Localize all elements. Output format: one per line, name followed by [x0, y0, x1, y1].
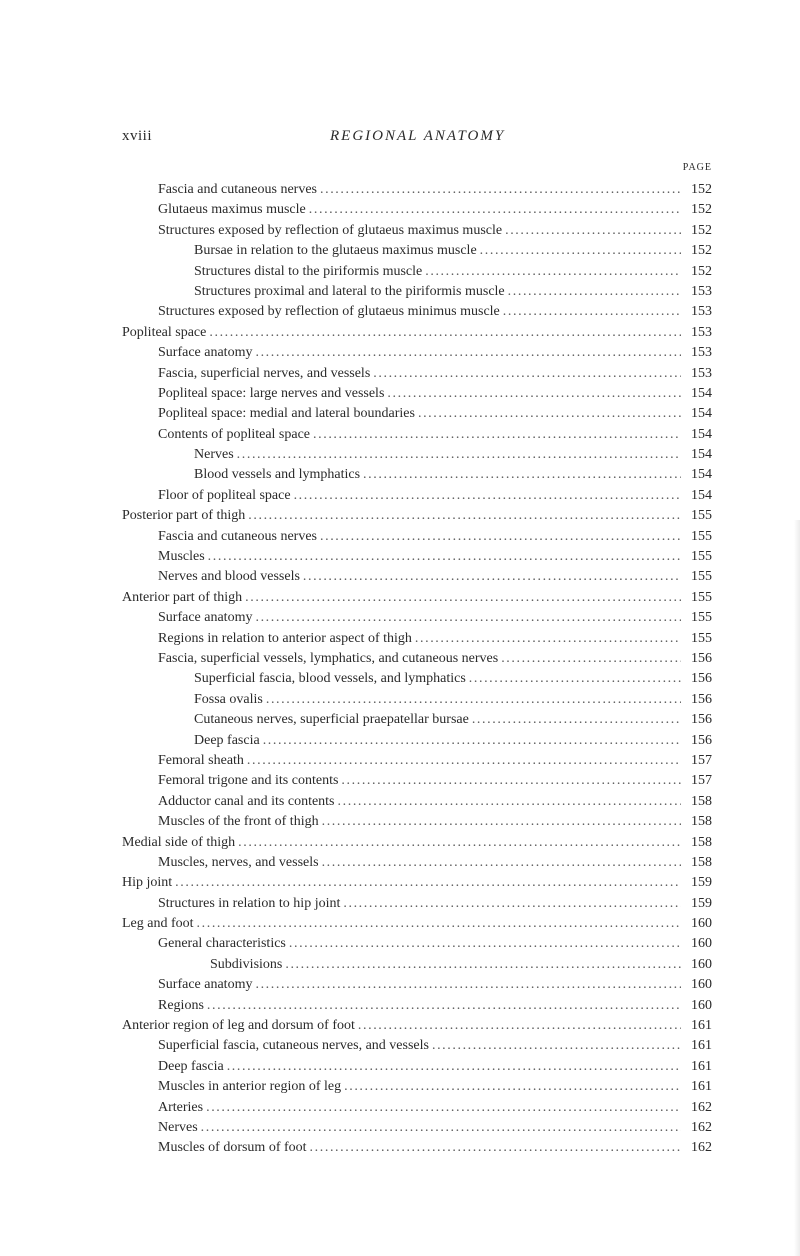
toc-entry [122, 792, 712, 812]
toc-entry-page: 156 [691, 712, 712, 728]
toc-entry-page: 154 [691, 385, 712, 401]
toc-entry-page: 154 [691, 467, 712, 483]
toc-entry [122, 975, 712, 995]
dot-leader [238, 833, 681, 853]
toc-entry-title: Muscles of the front of thigh [158, 814, 319, 830]
dot-leader [469, 669, 681, 689]
dot-leader [322, 812, 681, 832]
toc-entry [122, 180, 712, 200]
toc-entry-title: Surface anatomy [158, 610, 253, 626]
toc-entry [122, 873, 712, 893]
toc-entry [122, 200, 712, 220]
dot-leader [209, 323, 681, 343]
toc-entry-page: 155 [691, 528, 712, 544]
toc-entry-title: Femoral trigone and its contents [158, 773, 339, 789]
toc-entry [122, 262, 712, 282]
dot-leader [266, 690, 681, 710]
toc-entry-title: General characteristics [158, 936, 286, 952]
page-column-label: PAGE [682, 162, 712, 173]
toc-entry [122, 955, 712, 975]
toc-entry-page: 162 [691, 1140, 712, 1156]
toc-entry-page: 160 [691, 916, 712, 932]
page-edge-shadow [794, 520, 800, 1256]
toc-entry [122, 629, 712, 649]
page-number: xviii [122, 128, 153, 144]
toc-entry [122, 812, 712, 832]
toc-entry [122, 894, 712, 914]
toc-entry-page: 161 [691, 1079, 712, 1095]
running-title: REGIONAL ANATOMY [330, 128, 506, 144]
toc-entry-title: Femoral sheath [158, 752, 244, 768]
dot-leader [263, 731, 681, 751]
toc-entry-page: 161 [691, 1038, 712, 1054]
toc-entry [122, 1077, 712, 1097]
toc-entry-title: Structures in relation to hip joint [158, 895, 341, 911]
toc-entry [122, 547, 712, 567]
dot-leader [248, 506, 681, 526]
toc-entry [122, 751, 712, 771]
toc-entry-title: Posterior part of thigh [122, 508, 246, 524]
dot-leader [255, 608, 681, 628]
toc-entry-page: 155 [691, 508, 712, 524]
toc-entry-title: Nerves [194, 447, 234, 463]
dot-leader [415, 629, 681, 649]
dot-leader [472, 710, 681, 730]
dot-leader [208, 547, 681, 567]
toc-entry-title: Muscles in anterior region of leg [158, 1079, 342, 1095]
toc-entry-title: Surface anatomy [158, 345, 253, 361]
toc-entry-page: 153 [691, 283, 712, 299]
toc-entry-title: Fascia, superficial vessels, lymphatics, and cutaneous nerves [158, 650, 499, 666]
dot-leader [320, 180, 681, 200]
dot-leader [201, 1118, 681, 1138]
toc-entry-page: 156 [691, 732, 712, 748]
dot-leader [344, 1077, 681, 1097]
toc-entry-page: 154 [691, 426, 712, 442]
toc-entry-page: 162 [691, 1119, 712, 1135]
toc-entry-page: 156 [691, 650, 712, 666]
toc-entry [122, 323, 712, 343]
toc-entry [122, 649, 712, 669]
dot-leader [363, 465, 681, 485]
dot-leader [508, 282, 681, 302]
toc-entry-page: 160 [691, 956, 712, 972]
dot-leader [322, 853, 681, 873]
toc-entry-title: Nerves [158, 1119, 198, 1135]
toc-entry [122, 833, 712, 853]
toc-entry-title: Muscles, nerves, and vessels [158, 854, 319, 870]
toc-entry-title: Blood vessels and lymphatics [194, 467, 361, 483]
toc-entry-title: Surface anatomy [158, 977, 253, 993]
toc-entry [122, 567, 712, 587]
toc-entry [122, 241, 712, 261]
toc-entry-title: Deep fascia [194, 732, 260, 748]
dot-leader [227, 1057, 681, 1077]
toc-entry-page: 162 [691, 1099, 712, 1115]
toc-entry-page: 156 [691, 671, 712, 687]
toc-entry [122, 914, 712, 934]
toc-entry-page: 161 [691, 1058, 712, 1074]
toc-entry-page: 160 [691, 977, 712, 993]
toc-entry [122, 282, 712, 302]
toc-entry [122, 710, 712, 730]
toc-entry-title: Fascia and cutaneous nerves [158, 528, 317, 544]
toc-entry-title: Regions in relation to anterior aspect of thigh [158, 630, 412, 646]
dot-leader [310, 1138, 681, 1158]
dot-leader [387, 384, 681, 404]
toc-entry [122, 404, 712, 424]
dot-leader [338, 792, 681, 812]
toc-entry [122, 343, 712, 363]
toc-entry [122, 425, 712, 445]
toc-entry-page: 161 [691, 1018, 712, 1034]
toc-entry [122, 384, 712, 404]
dot-leader [320, 527, 681, 547]
dot-leader [343, 894, 681, 914]
toc-entry-title: Superficial fascia, blood vessels, and lymphatics [194, 671, 466, 687]
dot-leader [247, 751, 681, 771]
toc-entry-page: 153 [691, 304, 712, 320]
toc-entry-page: 153 [691, 365, 712, 381]
dot-leader [245, 588, 681, 608]
toc-entry [122, 1036, 712, 1056]
dot-leader [289, 934, 681, 954]
toc-entry-page: 159 [691, 875, 712, 891]
toc-entry [122, 506, 712, 526]
dot-leader [501, 649, 681, 669]
toc-entry-title: Structures proximal and lateral to the piriformis muscle [194, 283, 505, 299]
toc-entry-page: 152 [691, 202, 712, 218]
toc-entry-page: 152 [691, 243, 712, 259]
toc-entry [122, 221, 712, 241]
toc-entry [122, 996, 712, 1016]
toc-entry-title: Structures exposed by reflection of glutaeus maximus muscle [158, 222, 503, 238]
toc-entry-title: Muscles [158, 549, 205, 565]
toc-entry-title: Fascia, superficial nerves, and vessels [158, 365, 371, 381]
toc-entry [122, 1098, 712, 1118]
toc-entry-page: 158 [691, 814, 712, 830]
dot-leader [303, 567, 681, 587]
dot-leader [197, 914, 681, 934]
dot-leader [294, 486, 681, 506]
toc-entry-title: Structures exposed by reflection of glutaeus minimus muscle [158, 304, 500, 320]
toc-entry-page: 155 [691, 569, 712, 585]
toc-entry-title: Muscles of dorsum of foot [158, 1140, 307, 1156]
dot-leader [313, 425, 681, 445]
dot-leader [309, 200, 681, 220]
page-header [122, 128, 712, 148]
dot-leader [425, 262, 681, 282]
toc-entry-title: Popliteal space: medial and lateral boundaries [158, 406, 415, 422]
toc-entry [122, 1118, 712, 1138]
toc-entry-page: 156 [691, 691, 712, 707]
toc-entry-title: Arteries [158, 1099, 204, 1115]
dot-leader [341, 771, 681, 791]
toc-entry [122, 608, 712, 628]
toc-entry-title: Cutaneous nerves, superficial praepatellar bursae [194, 712, 469, 728]
toc-entry [122, 853, 712, 873]
dot-leader [237, 445, 681, 465]
toc-entry-title: Anterior region of leg and dorsum of foot [122, 1018, 355, 1034]
dot-leader [418, 404, 681, 424]
toc-entry-title: Popliteal space [122, 324, 207, 340]
toc-entry-page: 155 [691, 589, 712, 605]
toc-entry-title: Structures distal to the piriformis muscle [194, 263, 423, 279]
dot-leader [373, 364, 681, 384]
toc-entry [122, 588, 712, 608]
toc-entry-page: 158 [691, 854, 712, 870]
toc-entry [122, 302, 712, 322]
dot-leader [480, 241, 681, 261]
dot-leader [255, 975, 681, 995]
toc-entry-title: Contents of popliteal space [158, 426, 311, 442]
toc-entry [122, 731, 712, 751]
toc-entry-page: 158 [691, 834, 712, 850]
toc-entry-page: 154 [691, 447, 712, 463]
toc-entry [122, 527, 712, 547]
toc-entry-title: Floor of popliteal space [158, 487, 291, 503]
toc-entry-page: 160 [691, 997, 712, 1013]
toc-entry-page: 153 [691, 324, 712, 340]
toc-entry [122, 486, 712, 506]
toc-entry-page: 152 [691, 263, 712, 279]
toc-entry-page: 155 [691, 549, 712, 565]
toc-entry-page: 152 [691, 182, 712, 197]
toc-entry [122, 364, 712, 384]
toc-entry [122, 1138, 712, 1158]
toc-entry-title: Leg and foot [122, 916, 194, 932]
dot-leader [505, 221, 681, 241]
toc-entry-page: 154 [691, 487, 712, 503]
toc-entry-title: Fossa ovalis [194, 691, 263, 707]
toc-entry-page: 159 [691, 895, 712, 911]
toc-entry-title: Anterior part of thigh [122, 589, 243, 605]
toc-entry-page: 155 [691, 630, 712, 646]
dot-leader [206, 1098, 681, 1118]
toc-entry-title: Superficial fascia, cutaneous nerves, and vessels [158, 1038, 429, 1054]
toc-entry-title: Medial side of thigh [122, 834, 236, 850]
toc-entry-page: 158 [691, 793, 712, 809]
toc-entry-page: 155 [691, 610, 712, 626]
dot-leader [432, 1036, 681, 1056]
dot-leader [503, 302, 681, 322]
toc-entry-page: 153 [691, 345, 712, 361]
toc-entry-page: 157 [691, 773, 712, 789]
toc-entry-title: Subdivisions [210, 956, 283, 972]
toc-entry [122, 934, 712, 954]
dot-leader [175, 873, 681, 893]
dot-leader [285, 955, 681, 975]
toc-entry-page: 152 [691, 222, 712, 238]
toc-entry [122, 465, 712, 485]
toc-entry [122, 690, 712, 710]
toc-entry-title: Popliteal space: large nerves and vessels [158, 385, 385, 401]
toc-entry-title: Deep fascia [158, 1058, 224, 1074]
toc-entry [122, 1057, 712, 1077]
toc-entry [122, 771, 712, 791]
toc-entry-page: 154 [691, 406, 712, 422]
toc-entry [122, 669, 712, 689]
toc-entry-title: Fascia and cutaneous nerves [158, 182, 317, 197]
toc-entry-title: Glutaeus maximus muscle [158, 202, 306, 218]
toc-entry-title: Hip joint [122, 875, 173, 891]
table-of-contents [122, 180, 712, 1159]
dot-leader [207, 996, 681, 1016]
toc-entry-title: Nerves and blood vessels [158, 569, 300, 585]
toc-entry-page: 157 [691, 752, 712, 768]
toc-entry [122, 1016, 712, 1036]
dot-leader [358, 1016, 681, 1036]
toc-entry-title: Regions [158, 997, 204, 1013]
toc-entry-title: Adductor canal and its contents [158, 793, 335, 809]
toc-entry [122, 445, 712, 465]
toc-entry-title: Bursae in relation to the glutaeus maximus muscle [194, 243, 477, 259]
dot-leader [255, 343, 681, 363]
toc-entry-page: 160 [691, 936, 712, 952]
